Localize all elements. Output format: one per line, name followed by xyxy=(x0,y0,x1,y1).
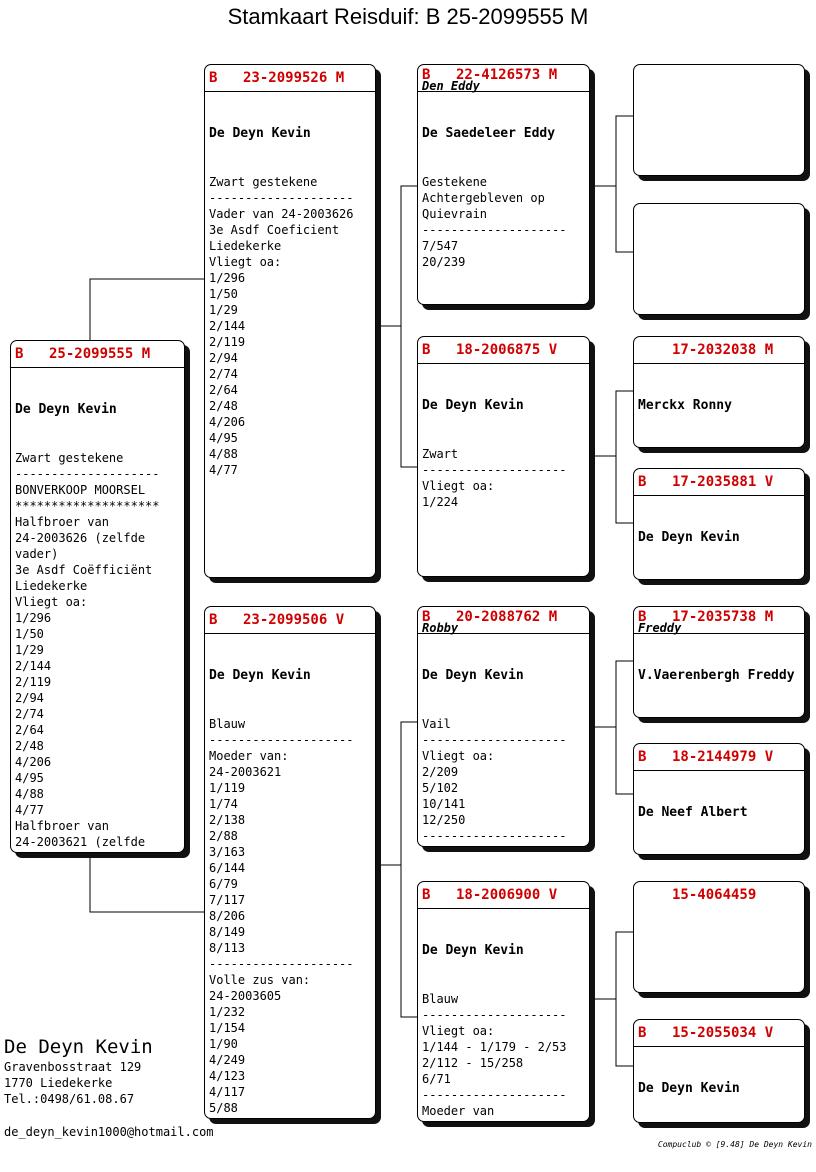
owner-name: Merckx Ronny xyxy=(638,398,732,413)
pedigree-line: Vader van 24-2003626 xyxy=(209,207,354,221)
pedigree-line: 2/94 xyxy=(209,351,238,365)
ring-number: 23-2099526 M xyxy=(243,70,345,86)
pedigree-line: 24-2003621 xyxy=(209,765,282,779)
pedigree-line: 20/239 xyxy=(422,255,466,269)
pedigree-line: Zwart xyxy=(422,447,459,461)
pedigree-line: -------------------- xyxy=(422,733,567,747)
pedigree-line: 4/206 xyxy=(209,415,246,429)
pedigree-line: 1/232 xyxy=(209,1005,246,1019)
pedigree-line: 3e Asdf Coëfficiënt xyxy=(15,563,153,577)
country-code: B xyxy=(422,887,431,903)
card-body xyxy=(11,368,184,853)
card-header xyxy=(205,65,375,92)
ring-number: 18-2006900 V xyxy=(456,887,558,903)
ring-number: 17-2035881 V xyxy=(672,474,774,490)
pedigree-card-mff xyxy=(633,606,805,718)
pedigree-line: Vliegt oa: xyxy=(422,479,495,493)
ring-number: 18-2144979 V xyxy=(672,749,774,765)
card-header xyxy=(418,337,589,364)
country-code: B xyxy=(209,612,218,628)
owner-name: De Neef Albert xyxy=(638,805,748,820)
country-code: B xyxy=(209,70,218,86)
pedigree-card-mmm xyxy=(633,1019,805,1123)
pedigree-card-subject xyxy=(10,340,185,853)
owner-name: De Deyn Kevin xyxy=(15,402,117,417)
card-header xyxy=(205,607,375,634)
pedigree-line: 4/206 xyxy=(15,755,52,769)
pedigree-line: 1/90 xyxy=(209,1037,238,1051)
pedigree-line: BONVERKOOP MOORSEL xyxy=(15,483,146,497)
pedigree-line: 2/48 xyxy=(15,739,44,753)
pedigree-line xyxy=(422,844,585,847)
owner-name: De Deyn Kevin xyxy=(209,126,311,141)
pedigree-line: 2/112 - 15/258 xyxy=(422,1056,524,1070)
pedigree-line: Quievrain xyxy=(422,207,488,221)
pedigree-line: 1/296 xyxy=(209,271,246,285)
pedigree-line: 2/144 xyxy=(15,659,52,673)
country-code: B xyxy=(638,474,647,490)
pedigree-line: 4/95 xyxy=(209,431,238,445)
card-header xyxy=(418,882,589,909)
pedigree-line: 2/144 xyxy=(209,319,246,333)
card-body xyxy=(205,92,375,510)
pedigree-card-ffm xyxy=(633,203,805,315)
card-header xyxy=(418,607,589,634)
pedigree-line xyxy=(638,853,800,855)
owner-name: De Deyn Kevin xyxy=(422,398,524,413)
pedigree-line: 1/50 xyxy=(15,627,44,641)
card-header xyxy=(634,882,804,908)
country-code: B xyxy=(638,749,647,765)
pedigree-line: 2/74 xyxy=(15,707,44,721)
pedigree-line: -------------------- xyxy=(15,467,160,481)
pedigree-line: Halfbroer van xyxy=(15,515,109,529)
card-body xyxy=(634,204,804,270)
pedigree-line: 1/29 xyxy=(15,643,44,657)
pedigree-card-mother xyxy=(204,606,376,1119)
card-header xyxy=(634,744,804,771)
pedigree-card-ff xyxy=(417,64,590,305)
country-code: B xyxy=(422,67,431,83)
ring-number: 17-2035738 M xyxy=(672,609,774,625)
pedigree-line: -------------------- xyxy=(422,1008,567,1022)
pedigree-card-mm xyxy=(417,881,590,1122)
card-header xyxy=(11,341,184,368)
pedigree-line: 4/77 xyxy=(15,803,44,817)
owner-name: De Deyn Kevin xyxy=(638,530,740,545)
pedigree-line: 1/296 xyxy=(15,611,52,625)
page-title: Stamkaart Reisduif: B 25-2099555 M xyxy=(227,4,589,29)
country-code: B xyxy=(15,346,24,362)
pedigree-line: vader) xyxy=(15,547,59,561)
pedigree-line xyxy=(638,578,800,580)
owner-name: De Deyn Kevin xyxy=(422,668,524,683)
ring-number: 23-2099506 V xyxy=(243,612,345,628)
pedigree-line: Achtergebleven op xyxy=(422,191,545,205)
pedigree-line: 12/250 xyxy=(422,813,466,827)
pedigree-line xyxy=(638,716,800,718)
card-header xyxy=(634,337,804,364)
pedigree-line: -------------------- xyxy=(209,957,354,971)
pedigree-card-fm xyxy=(417,336,590,577)
card-header xyxy=(418,65,589,92)
pedigree-line: 7/117 xyxy=(209,893,246,907)
ring-number: 20-2088762 M xyxy=(456,609,558,625)
pedigree-line: -------------------- xyxy=(422,1088,567,1102)
pedigree-line: ******************** xyxy=(15,499,160,513)
pedigree-line: 2/64 xyxy=(209,383,238,397)
pedigree-line: 4/123 xyxy=(209,1069,246,1083)
pedigree-line: 6/71 xyxy=(422,1072,451,1086)
pedigree-line: 4/95 xyxy=(15,771,44,785)
pedigree-line: Halfbroer van xyxy=(15,819,109,833)
country-code: B xyxy=(422,609,431,625)
owner-name: De Deyn Kevin xyxy=(209,668,311,683)
pedigree-line: 10/141 xyxy=(422,797,466,811)
pedigree-line xyxy=(422,1119,585,1122)
pedigree-line: Blauw xyxy=(422,992,459,1006)
pedigree-line xyxy=(209,1116,371,1119)
pedigree-line: 2/94 xyxy=(15,691,44,705)
pedigree-line: 5/102 xyxy=(422,781,459,795)
pedigree-line: Moeder van xyxy=(422,1104,495,1118)
pedigree-card-mmf xyxy=(633,881,805,993)
pedigree-card-fmm xyxy=(633,468,805,580)
pedigree-line: 1/29 xyxy=(209,303,238,317)
pedigree-line: 2/209 xyxy=(422,765,459,779)
pedigree-line: Vail xyxy=(422,717,451,731)
ring-number: 15-4064459 xyxy=(672,887,757,903)
pedigree-line: 8/149 xyxy=(209,925,246,939)
pedigree-line: 6/79 xyxy=(209,877,238,891)
ring-number: 25-2099555 M xyxy=(49,346,151,362)
pedigree-line: 1/224 xyxy=(422,495,459,509)
pedigree-line: Vliegt oa: xyxy=(209,255,282,269)
pedigree-line: Vliegt oa: xyxy=(15,595,88,609)
breeder-email[interactable]: de_deyn_kevin1000@hotmail.com xyxy=(4,1125,214,1139)
pedigree-line: 2/119 xyxy=(209,335,246,349)
pedigree-line: 4/249 xyxy=(209,1053,246,1067)
owner-name: De Deyn Kevin xyxy=(422,943,524,958)
card-header xyxy=(634,607,804,634)
pedigree-line: 2/119 xyxy=(15,675,52,689)
pedigree-line: 24-2003621 (zelfde xyxy=(15,835,146,849)
pedigree-line: Volle zus van: xyxy=(209,973,311,987)
pedigree-line: 2/64 xyxy=(15,723,44,737)
pedigree-line: 8/113 xyxy=(209,941,246,955)
pedigree-line: 4/88 xyxy=(15,787,44,801)
pedigree-line: Liedekerke xyxy=(15,579,88,593)
breeder-street: Gravenbosstraat 129 xyxy=(4,1060,142,1074)
owner-name: V.Vaerenbergh Freddy xyxy=(638,668,795,683)
pedigree-card-mf xyxy=(417,606,590,847)
pedigree-line: 4/77 xyxy=(209,463,238,477)
nickname: Freddy xyxy=(638,621,682,635)
breeder-city: 1770 Liedekerke xyxy=(4,1076,113,1090)
country-code: B xyxy=(638,1025,647,1041)
pedigree-line: Blauw xyxy=(209,717,246,731)
pedigree-line: 8/206 xyxy=(209,909,246,923)
pedigree-line: 1/74 xyxy=(209,797,238,811)
pedigree-line: 24-2003626 (zelfde xyxy=(15,531,146,545)
pedigree-line xyxy=(638,446,800,448)
pedigree-line: 4/88 xyxy=(209,447,238,461)
pedigree-line: 2/74 xyxy=(209,367,238,381)
pedigree-line: 7/547 xyxy=(422,239,459,253)
breeder-name: De Deyn Kevin xyxy=(4,1036,153,1058)
pedigree-card-fmf xyxy=(633,336,805,448)
pedigree-line: -------------------- xyxy=(422,463,567,477)
ring-number: 15-2055034 V xyxy=(672,1025,774,1041)
ring-number: 18-2006875 V xyxy=(456,342,558,358)
card-header xyxy=(634,1020,804,1047)
pedigree-line: 5/88 xyxy=(209,1101,238,1115)
pedigree-line: -------------------- xyxy=(209,733,354,747)
owner-name: De Deyn Kevin xyxy=(638,1081,740,1096)
owner-name: De Saedeleer Eddy xyxy=(422,126,556,141)
pedigree-card-fff xyxy=(633,64,805,176)
pedigree-card-mfm xyxy=(633,743,805,855)
card-header xyxy=(634,469,804,496)
nickname: Den Eddy xyxy=(422,79,480,93)
pedigree-line: 2/88 xyxy=(209,829,238,843)
nickname: Robby xyxy=(422,621,459,635)
card-body xyxy=(205,634,375,1119)
country-code: B xyxy=(422,342,431,358)
pedigree-line: Liedekerke xyxy=(209,239,282,253)
ring-number: 17-2032038 M xyxy=(672,342,774,358)
pedigree-line: -------------------- xyxy=(209,191,354,205)
pedigree-line: -------------------- xyxy=(422,223,567,237)
pedigree-line: 1/144 - 1/179 - 2/53 xyxy=(422,1040,567,1054)
card-body xyxy=(634,65,804,131)
software-credit: Compuclub © [9.48] De Deyn Kevin xyxy=(657,1140,812,1149)
breeder-phone: Tel.:0498/61.08.67 xyxy=(4,1092,135,1106)
pedigree-line: 1/50 xyxy=(209,287,238,301)
pedigree-line: Zwart gestekene xyxy=(209,175,318,189)
pedigree-line: Vliegt oa: xyxy=(422,1024,495,1038)
pedigree-line: 1/119 xyxy=(209,781,246,795)
pedigree-line: Zwart gestekene xyxy=(15,451,124,465)
pedigree-line: 1/154 xyxy=(209,1021,246,1035)
pedigree-line: -------------------- xyxy=(422,829,567,843)
pedigree-line: 4/117 xyxy=(209,1085,246,1099)
pedigree-line: 2/138 xyxy=(209,813,246,827)
country-code: B xyxy=(638,609,647,625)
pedigree-card-father xyxy=(204,64,376,578)
pedigree-line: Gestekene xyxy=(422,175,488,189)
pedigree-line: 24-2003605 xyxy=(209,989,282,1003)
pedigree-line: 2/48 xyxy=(209,399,238,413)
pedigree-line: 3/163 xyxy=(209,845,246,859)
pedigree-line: Moeder van: xyxy=(209,749,289,763)
pedigree-line: Vliegt oa: xyxy=(422,749,495,763)
pedigree-line xyxy=(15,850,180,853)
pedigree-line: 6/144 xyxy=(209,861,246,875)
ring-number: 22-4126573 M xyxy=(456,67,558,83)
pedigree-line: 3e Asdf Coeficient xyxy=(209,223,340,237)
